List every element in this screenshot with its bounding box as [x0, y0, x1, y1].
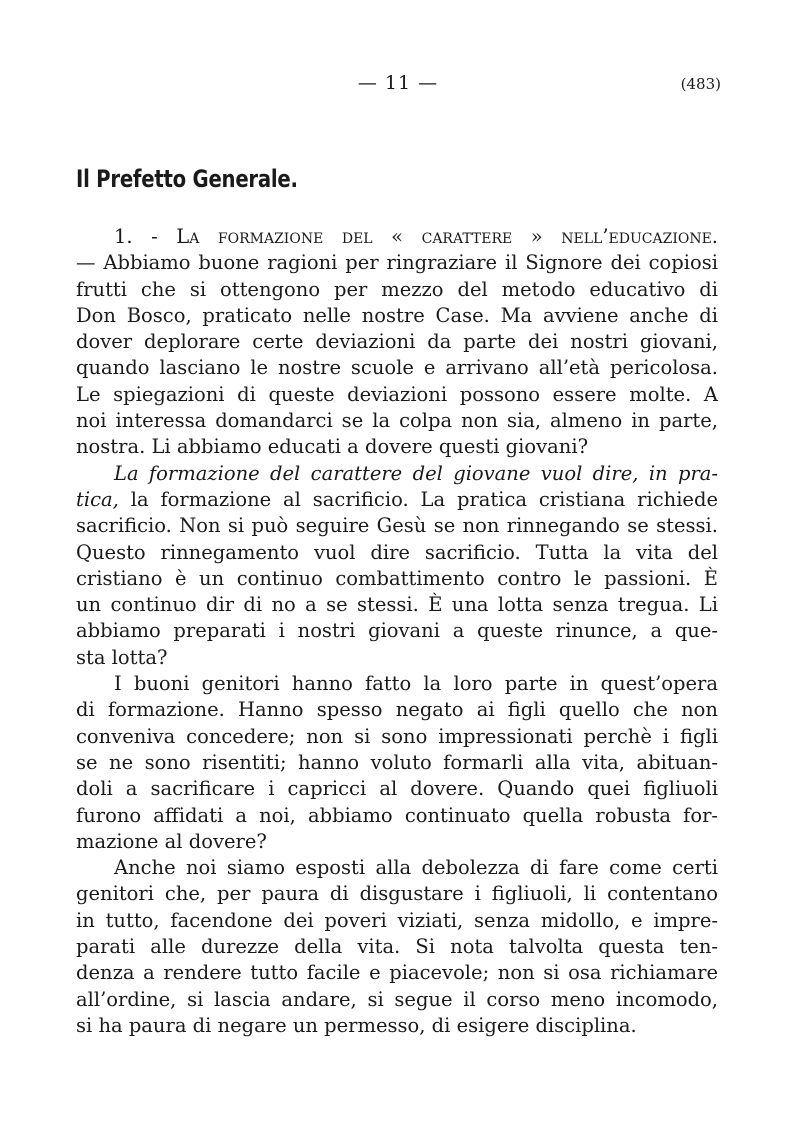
- text-line: si ha paura di negare un permesso, di esigere disciplina.: [76, 1013, 637, 1037]
- text-line: abbiamo preparati i nostri giovani a queste rinunce, a que-: [76, 619, 718, 643]
- text-line: — Abbiamo buone ragioni per ringraziare il Signore dei copiosi: [76, 251, 718, 275]
- text-line: se ne sono risentiti; hanno voluto formarli alla vita, abituan-: [76, 750, 718, 774]
- text-line: furono affidati a noi, abbiamo continuato quella robusta for-: [76, 803, 718, 827]
- text-line: I buoni genitori hanno fatto la loro parte in quest’opera: [114, 672, 718, 696]
- body-text: [76, 224, 718, 1039]
- section-heading: [76, 224, 718, 250]
- text-line: parati alle durezze della vita. Si nota talvolta questa ten-: [76, 935, 718, 959]
- text-line: un continuo dir di no a se stessi. È una lotta senza tregua. Li: [76, 593, 718, 617]
- text-span: la formazione al sacrificio. La pratica cristiana richiede: [118, 487, 718, 511]
- text-line: all’ordine, si lascia andare, si segue il corso meno incomodo,: [76, 987, 718, 1011]
- italic-text-line: La formazione del carattere del giovane vuol dire, in pra-: [114, 461, 718, 485]
- text-line: denza a rendere tutto facile e piacevole; non si osa richiamare: [76, 961, 718, 985]
- text-line: Le spiegazioni di queste deviazioni possono essere molte. A: [76, 382, 718, 406]
- text-line: di formazione. Hanno spesso negato ai figli quello che non: [76, 698, 718, 722]
- paragraph-1: [76, 250, 718, 460]
- text-line: nostra. Li abbiamo educati a dovere questi giovani?: [76, 435, 589, 459]
- text-line: doli a sacrificare i capricci al dovere. Quando quei figliuoli: [76, 777, 718, 801]
- text-line: dover deplorare certe deviazioni da parte dei nostri giovani,: [76, 330, 718, 354]
- section-heading-text: La formazione del « carattere » nell’educazione.: [176, 225, 718, 248]
- text-line: Don Bosco, praticato nelle nostre Case. Ma avviene anche di: [76, 303, 718, 327]
- paragraph-4: [76, 855, 718, 1039]
- section-title: Il Prefetto Generale.: [76, 165, 298, 193]
- paragraph-2: [76, 461, 718, 671]
- page-reference: (483): [680, 75, 721, 93]
- text-line: sacrificio. Non si può seguire Gesù se non rinnegando se stessi.: [76, 514, 718, 538]
- text-line: Questo rinnegamento vuol dire sacrificio. Tutta la vita del: [76, 540, 718, 564]
- text-line: noi interessa domandarci se la colpa non sia, almeno in parte,: [76, 409, 718, 433]
- text-line: sta lotta?: [76, 645, 168, 669]
- text-line: frutti che si ottengono per mezzo del metodo educativo di: [76, 277, 718, 301]
- text-line: cristiano è un continuo combattimento contro le passioni. È: [76, 566, 718, 590]
- text-line: genitori che, per paura di disgustare i figliuoli, li contentano: [76, 882, 718, 906]
- section-number: 1. -: [114, 225, 177, 248]
- text-line: conveniva concedere; non si sono impressionati perchè i figli: [76, 724, 718, 748]
- text-line: in tutto, facendone dei poveri viziati, senza midollo, e impre-: [76, 908, 718, 932]
- italic-word: tica,: [76, 487, 119, 511]
- text-line: quando lasciano le nostre scuole e arrivano all’età pericolosa.: [76, 356, 718, 380]
- page-number: — 11 —: [357, 72, 439, 94]
- text-line: mazione al dovere?: [76, 829, 267, 853]
- page-header: [0, 72, 793, 98]
- text-line: [76, 487, 718, 513]
- paragraph-3: [76, 671, 718, 855]
- text-line: Anche noi siamo esposti alla debolezza di fare come certi: [114, 856, 718, 880]
